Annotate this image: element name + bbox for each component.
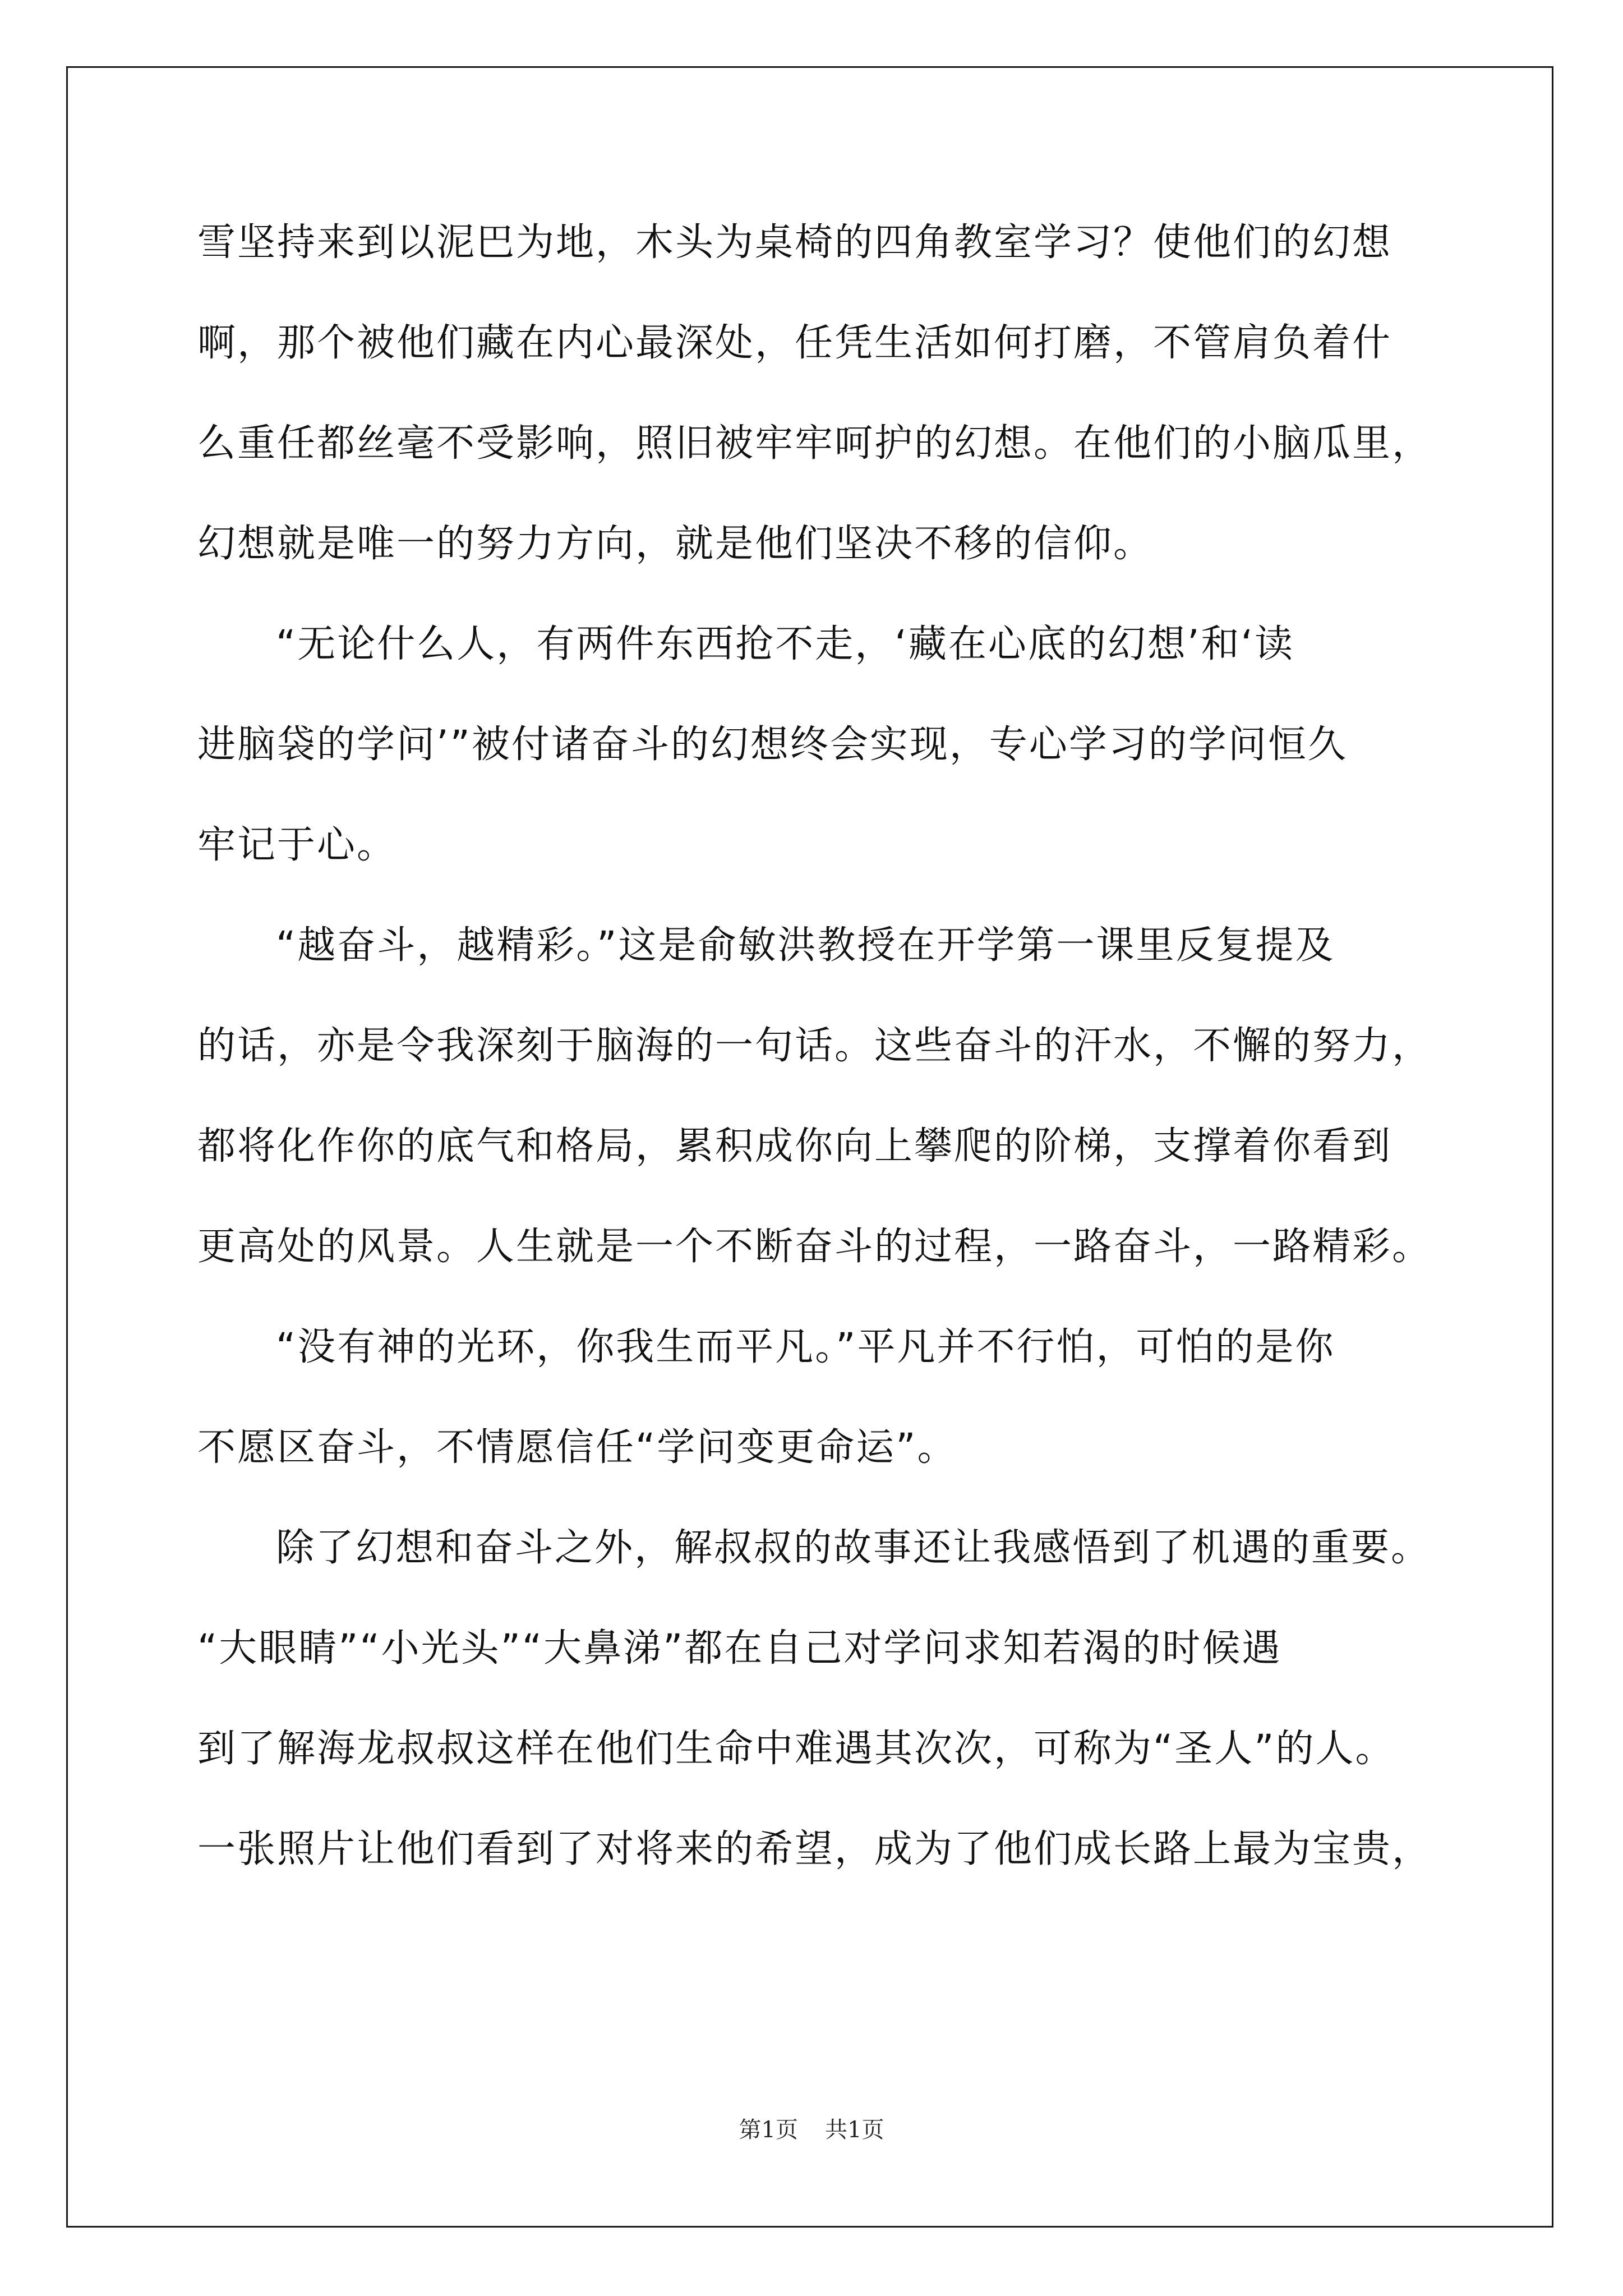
text-line: “大眼睛”“小光头”“大鼻涕”都在自己对学问求知若渴的时候遇 [197, 1626, 1282, 1671]
text-line: 牢记于心。 [197, 823, 397, 867]
paragraph-first-line: “无论什么人，有两件东西抢不走，‘藏在心底的幻想’和‘读 [276, 622, 1295, 666]
text-line: 不愿区奋斗，不情愿信任“学问变更命运”。 [197, 1425, 957, 1470]
text-line: 的话，亦是令我深刻于脑海的一句话。这些奋斗的汗水，不懈的努力， [197, 1024, 1432, 1068]
text-line: 到了解海龙叔叔这样在他们生命中难遇其次次，可称为“圣人”的人。 [197, 1727, 1395, 1771]
document-body [197, 222, 1442, 1929]
paragraph-first-line: “没有神的光环，你我生而平凡。”平凡并不行怕，可怕的是你 [276, 1325, 1335, 1369]
page-total: 共1页 [825, 2117, 884, 2143]
paragraph-first-line: 除了幻想和奋斗之外，解叔叔的故事还让我感悟到了机遇的重要。 [276, 1526, 1431, 1570]
page-number: 第1页 [739, 2117, 798, 2143]
text-line: 雪坚持来到以泥巴为地，木头为桌椅的四角教室学习？使他们的幻想 [197, 220, 1393, 265]
paragraph-first-line: “越奋斗，越精彩。”这是俞敏洪教授在开学第一课里反复提及 [276, 923, 1335, 968]
text-line: 都将化作你的底气和格局，累积成你向上攀爬的阶梯，支撑着你看到 [197, 1124, 1393, 1168]
text-line: 幻想就是唯一的努力方向，就是他们坚决不移的信仰。 [197, 522, 1154, 566]
text-line: 啊，那个被他们藏在内心最深处，任凭生活如何打磨，不管肩负着什 [197, 321, 1393, 365]
page-footer [0, 2116, 1623, 2143]
text-line: 一张照片让他们看到了对将来的希望，成为了他们成长路上最为宝贵， [197, 1827, 1432, 1871]
text-line: 么重任都丝毫不受影响，照旧被牢牢呵护的幻想。在他们的小脑瓜里， [197, 421, 1432, 466]
text-line: 更高处的风景。人生就是一个不断奋斗的过程，一路奋斗，一路精彩。 [197, 1225, 1432, 1269]
text-line: 进脑袋的学问’”被付诸奋斗的幻想终会实现，专心学习的学问恒久 [197, 723, 1348, 767]
